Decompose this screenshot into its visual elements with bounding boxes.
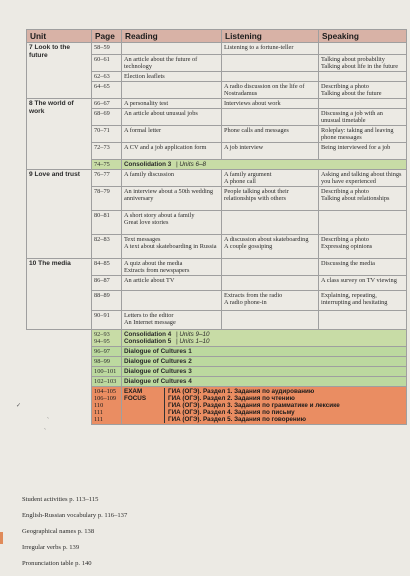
listening-cell [222, 72, 319, 82]
listening-cell-line: Extracts from the radio [224, 292, 283, 299]
reading-cell-line: A CV and a job application form [124, 144, 207, 151]
speaking-cell [319, 82, 407, 99]
speaking-cell-line: Being interviewed for a job [321, 144, 391, 151]
listening-cell [222, 211, 319, 235]
speaking-cell-line: Talking about the future [321, 90, 382, 97]
reading-cell [122, 276, 222, 291]
reading-cell-line: A quiz about the media [124, 260, 183, 267]
unit-title: 7 Look to the future [27, 43, 92, 99]
page-number-line: 92–93 [94, 331, 110, 338]
speaking-cell [319, 72, 407, 82]
reading-cell-line: An interview about a 50th wedding anniversary [124, 188, 214, 202]
listening-cell [222, 311, 319, 330]
page-number-line: 94–95 [94, 338, 110, 345]
reading-cell-line: Text messages [124, 236, 161, 243]
speaking-cell [319, 187, 407, 211]
page-number: 62–63 [92, 72, 122, 82]
exam-focus-line: ГИА (ОГЭ). Раздел 5. Задания по говорению [168, 416, 306, 423]
page-number-line: 110 [94, 402, 104, 409]
listening-cell-line: A couple gossiping [224, 243, 273, 250]
speaking-cell-line: Talking about life in the future [321, 63, 399, 70]
consolidation-line [124, 331, 404, 338]
speaking-cell [319, 276, 407, 291]
exam-focus-line: ГИА (ОГЭ). Раздел 2. Задания по чтению [168, 395, 295, 402]
page-number-line: 106–109 [94, 395, 117, 402]
listening-cell [222, 82, 319, 99]
reading-cell-line: A personality test [124, 100, 169, 107]
footer-item: Student activities p. 113–115 [22, 496, 99, 503]
page-number: 86–87 [92, 276, 122, 291]
speaking-cell [319, 291, 407, 311]
consolidation-label: Consolidation 5 [124, 338, 172, 345]
page-number: 80–81 [92, 211, 122, 235]
exam-focus-line: ГИА (ОГЭ). Раздел 4. Задания по письму [168, 409, 295, 416]
footer-item: Pronunciation table p. 140 [22, 560, 92, 567]
reading-cell [122, 211, 222, 235]
page-number: 88–89 [92, 291, 122, 311]
table-row [27, 99, 407, 109]
consolidation-row [27, 330, 407, 347]
consolidation-line [124, 338, 404, 345]
reading-cell [122, 259, 222, 276]
reading-cell [122, 291, 222, 311]
page-number: 68–69 [92, 109, 122, 126]
exam-focus-lines [164, 388, 340, 423]
speaking-cell [319, 43, 407, 55]
reading-cell [122, 82, 222, 99]
table-header-row [27, 30, 407, 43]
consolidation-units: | Units 9–10 [174, 331, 210, 338]
reading-cell-line: Election leaflets [124, 73, 165, 80]
reading-cell [122, 235, 222, 259]
page-number [92, 330, 122, 347]
page-number: 102–103 [92, 377, 122, 387]
speaking-cell-line: A class survey on TV viewing [321, 277, 397, 284]
speaking-cell [319, 211, 407, 235]
page-number: 64–65 [92, 82, 122, 99]
table-row [27, 43, 407, 55]
table-row [27, 259, 407, 276]
reading-cell-line: An Internet message [124, 319, 176, 326]
exam-focus-label: EXAM FOCUS [124, 388, 147, 402]
margin-mark: ✓ [16, 403, 22, 409]
listening-cell [222, 55, 319, 72]
footer-list [22, 496, 127, 576]
listening-cell [222, 43, 319, 55]
page-number: 98–99 [92, 357, 122, 367]
consolidation-units: | Units 1–10 [174, 338, 210, 345]
speaking-cell-line: Describing a photo [321, 83, 369, 90]
listening-cell [222, 126, 319, 143]
page-number: 90–91 [92, 311, 122, 330]
dialogue-label: Dialogue of Cultures 2 [122, 357, 407, 367]
speaking-cell-line: Roleplay: taking and leaving phone messages [321, 127, 394, 141]
page-number-line: 111 [94, 416, 103, 423]
consolidation-cell [122, 160, 407, 170]
listening-cell-line: People talking about their relationships with others [224, 188, 289, 202]
unit-title: 9 Love and trust [27, 170, 92, 259]
listening-cell [222, 99, 319, 109]
consolidation-cell [122, 330, 407, 347]
reading-cell [122, 311, 222, 330]
margin-mark: ˏ [47, 413, 49, 419]
listening-cell [222, 291, 319, 311]
page-number: 82–83 [92, 235, 122, 259]
listening-cell-line: Interviews about work [224, 100, 281, 107]
contents-table [26, 29, 407, 425]
speaking-cell-line: Expressing opinions [321, 243, 373, 250]
unit-title: 10 The media [27, 259, 92, 330]
listening-cell [222, 109, 319, 126]
reading-cell-line: Extracts from newspapers [124, 267, 190, 274]
reading-cell [122, 109, 222, 126]
header-listening: Listening [222, 30, 319, 43]
reading-cell-line: A family discussion [124, 171, 175, 178]
page-number-line: 104–105 [94, 388, 117, 395]
listening-cell-line: Listening to a fortune-teller [224, 44, 294, 51]
reading-cell [122, 72, 222, 82]
listening-cell-line: A radio discussion on the life of Nostradamus [224, 83, 305, 97]
speaking-cell-line: Describing a photo [321, 236, 369, 243]
exam-focus-content [124, 388, 404, 423]
page-number: 60–61 [92, 55, 122, 72]
page-number: 70–71 [92, 126, 122, 143]
reading-cell-line: An article about the future of technology [124, 56, 198, 70]
speaking-cell [319, 126, 407, 143]
exam-focus-cell [122, 387, 407, 425]
speaking-cell-line: Talking about relationships [321, 195, 390, 202]
exam-focus-line: ГИА (ОГЭ). Раздел 3. Задания по грамматике и лексике [168, 402, 340, 409]
page-number: 84–85 [92, 259, 122, 276]
dialogue-label: Dialogue of Cultures 4 [122, 377, 407, 387]
speaking-cell-line: Discussing the media [321, 260, 375, 267]
dialogue-label: Dialogue of Cultures 1 [122, 347, 407, 357]
header-page: Page [92, 30, 122, 43]
speaking-cell [319, 311, 407, 330]
page-number: 96–97 [92, 347, 122, 357]
reading-cell [122, 43, 222, 55]
speaking-cell [319, 109, 407, 126]
consolidation-units-text: Units 6–8 [179, 161, 206, 168]
page-number: 100–101 [92, 367, 122, 377]
speaking-cell [319, 143, 407, 160]
edge-marker [0, 532, 3, 544]
reading-cell [122, 55, 222, 72]
consolidation-label: Consolidation 3 [124, 161, 172, 168]
speaking-cell [319, 99, 407, 109]
listening-cell-line: A phone call [224, 178, 256, 185]
listening-cell-line: A job interview [224, 144, 264, 151]
exam-focus-line: ГИА (ОГЭ). Раздел 1. Задания по аудированию [168, 388, 315, 395]
page-number: 78–79 [92, 187, 122, 211]
page-number: 74–75 [92, 160, 122, 170]
listening-cell [222, 143, 319, 160]
page-number: 76–77 [92, 170, 122, 187]
page-number: 66–67 [92, 99, 122, 109]
reading-cell [122, 126, 222, 143]
unit-blank [27, 330, 92, 425]
listening-cell [222, 187, 319, 211]
reading-cell-line: Letters to the editor [124, 312, 174, 319]
reading-cell-line: An article about unusual jobs [124, 110, 198, 117]
footer-item: English-Russian vocabulary p. 116–137 [22, 512, 128, 519]
listening-cell-line: A discussion about skateboarding [224, 236, 309, 243]
page-number [92, 387, 122, 425]
consolidation-units: | Units 6–8 [174, 161, 206, 168]
speaking-cell-line: Discussing a job with an unusual timetable [321, 110, 383, 124]
header-reading: Reading [122, 30, 222, 43]
reading-cell-line: Great love stories [124, 219, 169, 226]
table-row [27, 170, 407, 187]
reading-cell-line: An article about TV [124, 277, 175, 284]
reading-cell-line: A short story about a family [124, 212, 195, 219]
speaking-cell-line: Describing a photo [321, 188, 369, 195]
page-number: 58–59 [92, 43, 122, 55]
speaking-cell [319, 259, 407, 276]
reading-cell [122, 170, 222, 187]
reading-cell [122, 99, 222, 109]
reading-cell-line: A formal letter [124, 127, 162, 134]
footer-item: Irregular verbs p. 139 [22, 544, 80, 551]
unit-title: 8 The world of work [27, 99, 92, 170]
speaking-cell [319, 55, 407, 72]
speaking-cell [319, 170, 407, 187]
listening-cell-line: Phone calls and messages [224, 127, 289, 134]
speaking-cell-line: Asking and talking about things you have experienced [321, 171, 402, 185]
speaking-cell [319, 235, 407, 259]
margin-mark: ˏ [44, 424, 46, 430]
listening-cell [222, 235, 319, 259]
speaking-cell-line: Talking about probability [321, 56, 385, 63]
consolidation-units-text: Units 9–10 [179, 331, 210, 338]
page-number-line: 111 [94, 409, 103, 416]
table-body [27, 43, 407, 425]
consolidation-label: Consolidation 4 [124, 331, 172, 338]
page-number: 72–73 [92, 143, 122, 160]
speaking-cell-line: Explaining, repeating, interrupting and hesitating [321, 292, 388, 306]
listening-cell-line: A radio phone-in [224, 299, 267, 306]
listening-cell [222, 259, 319, 276]
footer-item: Geographical names p. 138 [22, 528, 95, 535]
reading-cell-line: A text about skateboarding in Russia [124, 243, 217, 250]
consolidation-units-text: Units 1–10 [179, 338, 210, 345]
header-speaking: Speaking [319, 30, 407, 43]
reading-cell [122, 143, 222, 160]
listening-cell [222, 170, 319, 187]
header-unit: Unit [27, 30, 92, 43]
listening-cell [222, 276, 319, 291]
reading-cell [122, 187, 222, 211]
dialogue-label: Dialogue of Cultures 3 [122, 367, 407, 377]
listening-cell-line: A family argument [224, 171, 272, 178]
